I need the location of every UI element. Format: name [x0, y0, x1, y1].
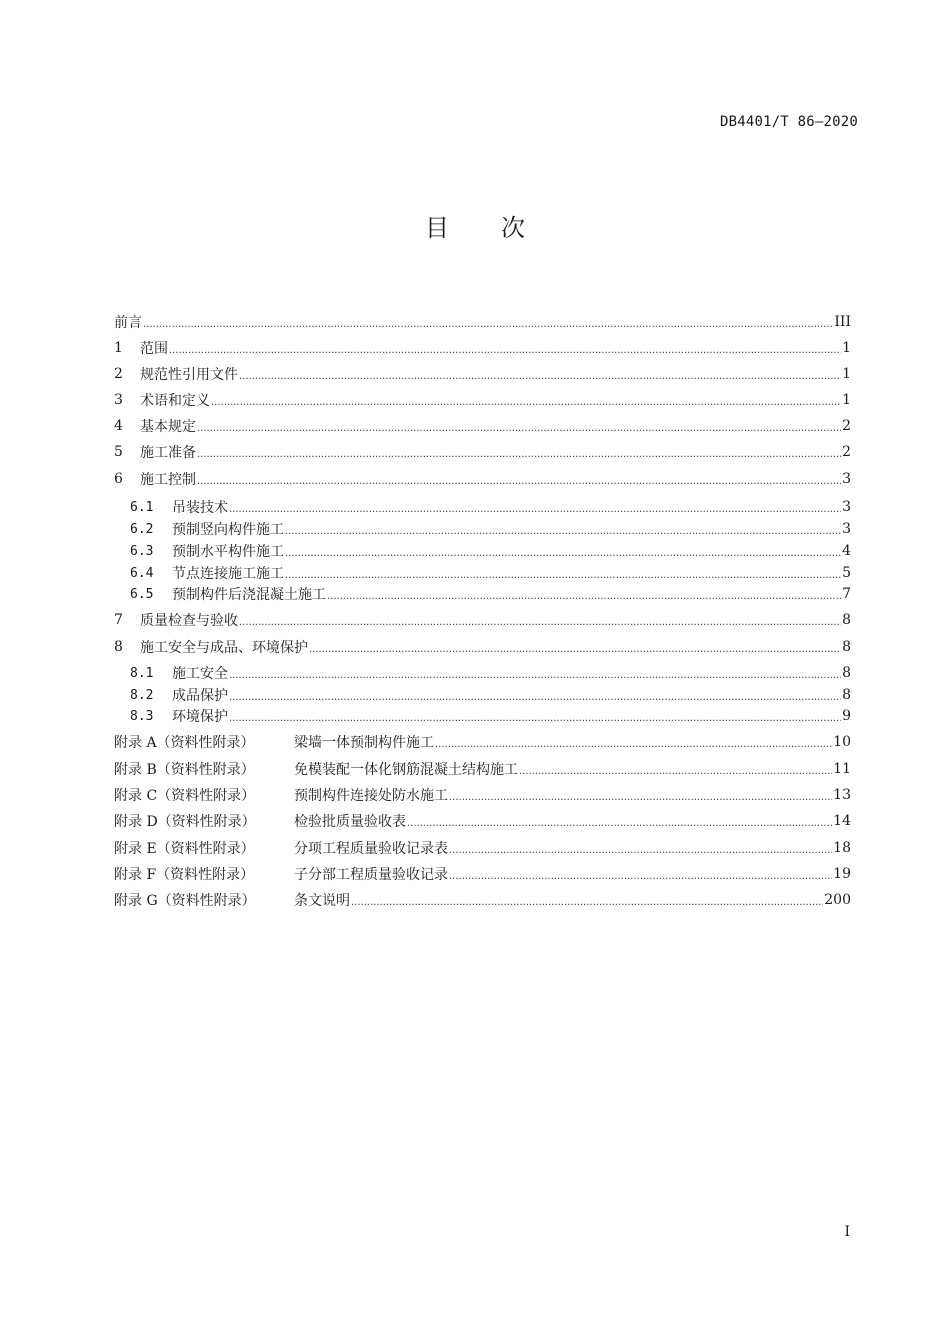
- toc-entry[interactable]: [130, 704, 851, 728]
- toc-entry-page: 13: [833, 787, 851, 803]
- toc-entry[interactable]: [130, 517, 851, 541]
- toc-entry-number: 8: [114, 639, 123, 655]
- toc-entry-label: 条文说明: [294, 893, 350, 909]
- toc-entry-page: 9: [842, 708, 851, 724]
- toc-entry-label: 环境保护: [172, 709, 228, 725]
- toc-leader-dots: [407, 809, 832, 833]
- toc-entry[interactable]: [114, 440, 851, 464]
- toc-entry-number: 2: [114, 366, 123, 382]
- toc-entry[interactable]: [114, 862, 851, 886]
- toc-leader-dots: [143, 310, 833, 334]
- toc-entry-number: 附录 A（资料性附录）: [114, 735, 255, 751]
- toc-entry[interactable]: [130, 539, 851, 563]
- toc-entry[interactable]: [114, 388, 851, 412]
- toc-entry-number: 6: [114, 471, 123, 487]
- toc-leader-dots: [169, 336, 841, 360]
- toc-entry-label: 成品保护: [172, 688, 228, 704]
- toc-entry-page: 2: [842, 418, 851, 434]
- toc-entry-number: 5: [114, 444, 123, 460]
- toc-entry-number: 3: [114, 392, 123, 408]
- toc-entry-label: 施工安全与成品、环境保护: [140, 640, 308, 656]
- toc-entry-label: 预制构件连接处防水施工: [294, 788, 448, 804]
- toc-entry-page: 5: [842, 565, 851, 581]
- toc-entry[interactable]: [114, 809, 851, 833]
- toc-leader-dots: [449, 862, 832, 886]
- toc-entry-label: 预制构件后浇混凝土施工: [172, 587, 326, 603]
- toc-entry-label: 范围: [140, 341, 168, 357]
- toc-leader-dots: [285, 517, 841, 541]
- toc-entry[interactable]: [114, 635, 851, 659]
- toc-entry-number: 6.2: [130, 521, 154, 537]
- toc-entry[interactable]: [114, 783, 851, 807]
- toc-leader-dots: [449, 836, 832, 860]
- toc-entry-page: 3: [842, 471, 851, 487]
- toc-leader-dots: [229, 495, 841, 519]
- toc-entry-page: 18: [833, 840, 851, 856]
- toc-entry[interactable]: [130, 495, 851, 519]
- toc-entry-label: 施工安全: [172, 666, 228, 682]
- toc-entry-number: 附录 G（资料性附录）: [114, 893, 256, 909]
- toc-leader-dots: [229, 704, 841, 728]
- toc-leader-dots: [351, 888, 823, 912]
- toc-entry-number: 8.3: [130, 708, 154, 724]
- toc-entry-page: 1: [842, 340, 851, 356]
- toc-entry[interactable]: [114, 888, 851, 912]
- page-number: I: [844, 1224, 850, 1240]
- toc-leader-dots: [197, 414, 841, 438]
- toc-entry-page: 3: [842, 521, 851, 537]
- toc-entry-label: 术语和定义: [140, 393, 210, 409]
- toc-entry-label: 施工控制: [140, 472, 196, 488]
- toc-leader-dots: [197, 440, 841, 464]
- toc-leader-dots: [211, 388, 841, 412]
- toc-entry-page: 4: [842, 543, 851, 559]
- toc-entry-label: 吊装技术: [172, 500, 228, 516]
- toc-entry-label: 预制竖向构件施工: [172, 522, 284, 538]
- toc-entry-label: 规范性引用文件: [140, 367, 238, 383]
- toc-entry-page: 8: [842, 687, 851, 703]
- title-char-2: 次: [501, 214, 525, 242]
- toc-entry[interactable]: [114, 730, 851, 754]
- toc-entry-label: 检验批质量验收表: [294, 814, 406, 830]
- toc-leader-dots: [239, 362, 841, 386]
- toc-entry-page: 1: [842, 366, 851, 382]
- toc-entry[interactable]: [114, 836, 851, 860]
- toc-entry-label: 节点连接施工施工: [172, 566, 284, 582]
- title-char-1: 目: [425, 214, 449, 242]
- toc-entry-label: 前言: [114, 315, 142, 331]
- toc-entry-page: 8: [842, 612, 851, 628]
- toc-entry-number: 附录 B（资料性附录）: [114, 762, 255, 778]
- toc-entry[interactable]: [130, 661, 851, 685]
- toc-entry[interactable]: [114, 310, 851, 334]
- toc-entry-page: 8: [842, 665, 851, 681]
- toc-entry-number: 6.5: [130, 586, 154, 602]
- toc-entry-label: 预制水平构件施工: [172, 544, 284, 560]
- toc-entry-page: 10: [833, 734, 851, 750]
- toc-entry-label: 梁墙一体预制构件施工: [294, 735, 434, 751]
- toc-entry-page: 3: [842, 499, 851, 515]
- toc-entry-label: 免模装配一体化钢筋混凝土结构施工: [294, 762, 518, 778]
- toc-entry-number: 7: [114, 612, 123, 628]
- toc-entry-label: 分项工程质量验收记录表: [294, 841, 448, 857]
- toc-entry-label: 基本规定: [140, 419, 196, 435]
- toc-leader-dots: [519, 757, 832, 781]
- page-title: [0, 208, 950, 243]
- toc-entry-number: 1: [114, 340, 123, 356]
- toc-entry[interactable]: [130, 582, 851, 606]
- toc-entry-number: 附录 E（资料性附录）: [114, 841, 255, 857]
- toc-entry-number: 8.2: [130, 687, 154, 703]
- toc-entry-page: 8: [842, 639, 851, 655]
- toc-entry-number: 附录 C（资料性附录）: [114, 788, 256, 804]
- toc-leader-dots: [285, 539, 841, 563]
- toc-leader-dots: [309, 635, 841, 659]
- toc-entry[interactable]: [114, 757, 851, 781]
- toc-entry-page: 200: [824, 892, 851, 908]
- toc-leader-dots: [197, 467, 841, 491]
- toc-entry-label: 子分部工程质量验收记录: [294, 867, 448, 883]
- toc-leader-dots: [327, 582, 841, 606]
- toc-entry-page: 11: [833, 761, 851, 777]
- toc-leader-dots: [239, 608, 841, 632]
- toc-entry-number: 6.4: [130, 565, 154, 581]
- toc-entry-page: 7: [842, 586, 851, 602]
- toc-entry[interactable]: [114, 362, 851, 386]
- toc-leader-dots: [435, 730, 832, 754]
- toc-entry-page: 2: [842, 444, 851, 460]
- toc-entry-label: 质量检查与验收: [140, 613, 238, 629]
- toc-entry-number: 6.3: [130, 543, 154, 559]
- toc-entry-number: 6.1: [130, 499, 154, 515]
- toc-entry[interactable]: [114, 608, 851, 632]
- toc-entry[interactable]: [114, 414, 851, 438]
- toc-entry-page: 1: [842, 392, 851, 408]
- toc-leader-dots: [449, 783, 832, 807]
- toc-entry-number: 8.1: [130, 665, 154, 681]
- toc-entry[interactable]: [114, 336, 851, 360]
- toc-entry-page: 14: [833, 813, 851, 829]
- toc-entry-page: III: [834, 314, 851, 330]
- toc-entry[interactable]: [114, 467, 851, 491]
- toc-entry-label: 施工准备: [140, 445, 196, 461]
- toc-entry-number: 附录 D（资料性附录）: [114, 814, 256, 830]
- toc-entry-page: 19: [833, 866, 851, 882]
- toc-entry-number: 4: [114, 418, 123, 434]
- toc-leader-dots: [229, 661, 841, 685]
- toc-entry-number: 附录 F（资料性附录）: [114, 867, 255, 883]
- document-code: DB4401/T 86—2020: [719, 114, 858, 130]
